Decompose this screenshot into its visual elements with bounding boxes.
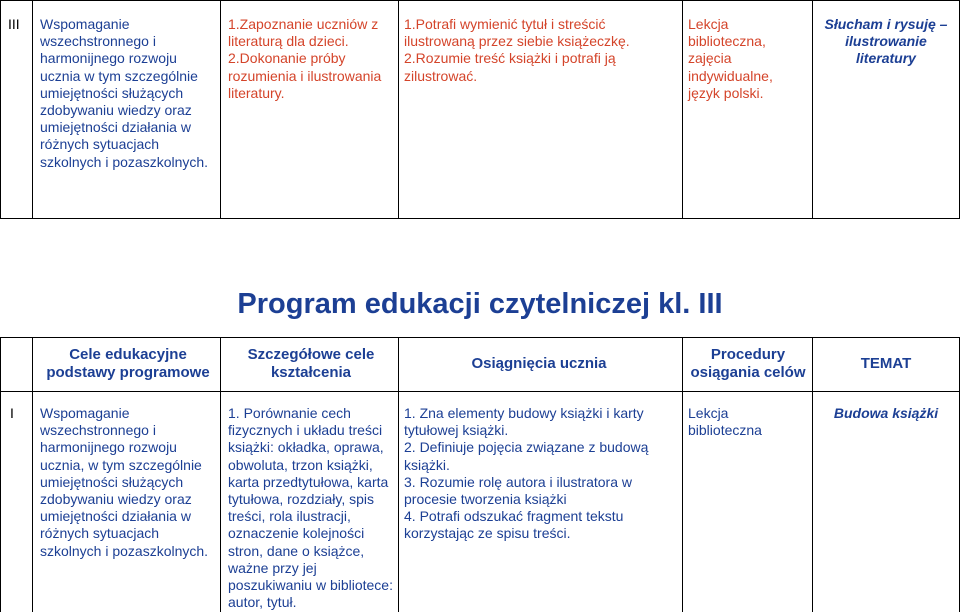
main-table-divider-5 <box>812 337 813 612</box>
top-table-border-left <box>0 0 1 219</box>
main-table-divider-1 <box>32 337 33 612</box>
header-goals: Cele edukacyjne podstawy programowe <box>46 346 210 382</box>
top-table-divider-3 <box>398 0 399 219</box>
top-table-border-bottom <box>0 218 960 219</box>
top-row-goals: Wspomaganie wszechstronnego i harmonijnego rozwoju ucznia w tym szczególnie umiejętności służących zdobywaniu wiedzy oraz umiejętności działania w różnych sytuacjach szkolnych i pozaszkolnych. <box>40 16 209 170</box>
main-table-divider-3 <box>398 337 399 612</box>
top-table-border-top <box>0 0 960 1</box>
top-row-specific-goals: 1.Zapoznanie uczniów z literaturą dla dzieci. 2.Dokonanie próby rozumienia i ilustrowania literatury. <box>228 16 382 101</box>
row-goals: Wspomaganie wszechstronnego i harmonijnego rozwoju ucznia, w tym szczególnie umiejętności służących zdobywaniu wiedzy oraz umiejętności działania w różnych sytuacjach szkolnych i pozaszkolnych. <box>40 405 209 559</box>
header-procedures: Procedury osiągania celów <box>690 346 806 382</box>
top-row-procedures: Lekcja biblioteczna, zajęcia indywidualne, język polski. <box>688 16 773 101</box>
page-title: Program edukacji czytelniczej kl. III <box>237 288 723 320</box>
main-table-divider-2 <box>220 337 221 612</box>
top-table-divider-2 <box>220 0 221 219</box>
top-table-divider-4 <box>682 0 683 219</box>
row-specific-goals: 1. Porównanie cech fizycznych i układu treści książki: okładka, oprawa, obwoluta, trzon książki, karta przedtytułowa, karta tytułowa, rozdziały, spis treści, rola ilustracji, oznaczenie kolejności stron, dane o książce, ważne przy jej poszukiwaniu w bibliotece: autor, tytuł. <box>228 405 393 611</box>
top-row-achievements: 1.Potrafi wymienić tytuł i streścić ilustrowaną przez siebie książeczkę. 2.Rozumie treść książki i potrafi ją zilustrować. <box>404 16 630 84</box>
main-table-border-left <box>0 337 1 612</box>
row-procedures: Lekcja biblioteczna <box>688 405 762 439</box>
row-topic: Budowa książki <box>833 405 939 421</box>
main-table-divider-4 <box>682 337 683 612</box>
header-specific-goals: Szczegółowe cele kształcenia <box>247 346 375 382</box>
row-number: I <box>10 405 14 421</box>
header-achievements: Osiągnięcia ucznia <box>471 355 607 372</box>
main-table-header-bottom <box>0 391 960 392</box>
top-row-number: III <box>8 16 20 32</box>
top-table-divider-1 <box>32 0 33 219</box>
main-table-border-top <box>0 337 960 338</box>
top-row-topic: Słucham i rysuję – ilustrowanie literatury <box>824 16 948 67</box>
header-topic: TEMAT <box>860 355 912 372</box>
row-achievements: 1. Zna elementy budowy książki i karty tytułowej książki. 2. Definiuje pojęcia związane z budową książki. 3. Rozumie rolę autora i ilustratora w procesie tworzenia książki 4. Potrafi odszukać fragment tekstu korzystając ze spisu treści. <box>404 405 649 542</box>
top-table-divider-5 <box>812 0 813 219</box>
